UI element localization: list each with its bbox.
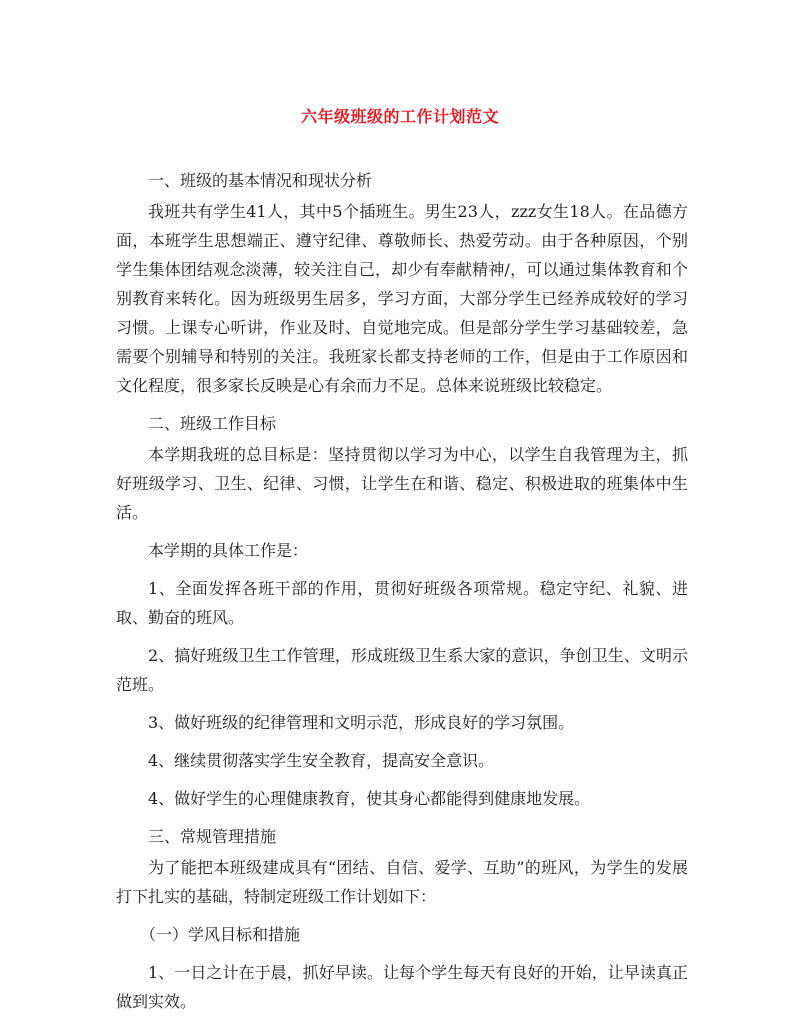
list-item-goal-1: 1、全面发挥各班干部的作用，贯彻好班级各项常规。稳定守纪、礼貌、进取、勤奋的班风。 [116, 579, 688, 627]
list-item-goal-5: 4、做好学生的心理健康教育，使其身心都能得到健康地发展。 [148, 789, 591, 808]
section-heading-3: 三、常规管理措施 [148, 827, 277, 846]
list-item-measure-1: 1、一日之计在于晨，抓好早读。让每个学生每天有良好的开始，让早读真正做到实效。 [116, 963, 688, 1011]
paragraph-measures-intro: 为了能把本班级建成具有“团结、自信、爱学、互助”的班风，为学生的发展打下扎实的基础，特制定班级工作计划如下： [116, 858, 688, 906]
document-body [116, 166, 688, 1025]
section-heading-1: 一、班级的基本情况和现状分析 [148, 171, 373, 190]
paragraph-overall-goal: 本学期我班的总目标是：坚持贯彻以学习为中心，以学生自我管理为主，抓好班级学习、卫生、纪律、习惯，让学生在和谐、稳定、积极进取的班集体中生活。 [116, 445, 688, 522]
subsection-heading-1: （一）学风目标和措施 [140, 925, 301, 944]
paragraph-specific-work-intro: 本学期的具体工作是： [148, 541, 309, 560]
document-title: 六年级班级的工作计划范文 [300, 107, 499, 126]
paragraph-class-situation: 我班共有学生41人，其中5个插班生。男生23人，zzz女生18人。在品德方面，本班学生思想端正、遵守纪律、尊敬师长、热爱劳动。由于各种原因，个别学生集体团结观念淡薄，较关注自己，却少有奉献精神/，可以通过集体教育和个别教育来转化。因为班级男生居多，学习方面，大部分学生已经养成较好的学习习惯。上课专心听讲，作业及时、自觉地完成。但是部分学生学习基础较差，急需要个别辅导和特别的关注。我班家长都支持老师的工作，但是由于工作原因和文化程度，很多家长反映是心有余而力不足。总体来说班级比较稳定。 [116, 202, 688, 395]
list-item-goal-2: 2、搞好班级卫生工作管理，形成班级卫生系大家的意识，争创卫生、文明示范班。 [116, 646, 688, 694]
section-heading-2: 二、班级工作目标 [148, 414, 277, 433]
list-item-goal-4: 4、继续贯彻落实学生安全教育，提高安全意识。 [148, 751, 495, 770]
list-item-goal-3: 3、做好班级的纪律管理和文明示范，形成良好的学习氛围。 [148, 713, 575, 732]
